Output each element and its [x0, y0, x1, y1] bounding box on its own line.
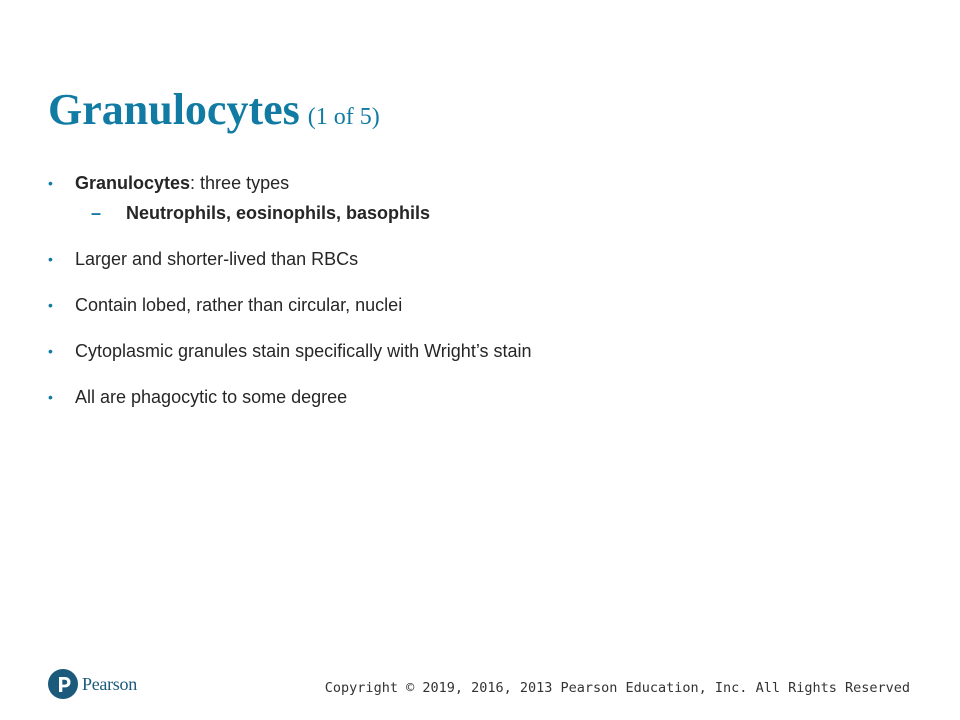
pearson-logo-icon: [48, 669, 78, 699]
bullet-text: : three types: [190, 173, 290, 193]
pearson-logo: [48, 668, 137, 700]
sub-bullet-marker: –: [91, 203, 102, 223]
title-text: Granulocytes: [48, 85, 300, 134]
bullet-marker: •: [48, 389, 53, 405]
bullet-marker: •: [48, 297, 53, 313]
slide-title: [48, 84, 380, 135]
bullet-text: Contain lobed, rather than circular, nuclei: [75, 295, 403, 315]
bullet-item: [48, 336, 908, 366]
bullet-item: [48, 244, 908, 274]
bullet-item: [48, 168, 908, 198]
bullet-text: Larger and shorter-lived than RBCs: [75, 249, 359, 269]
sub-bullet-item: [48, 198, 908, 228]
bullet-list: [48, 168, 908, 412]
title-part-indicator: (1 of 5): [307, 104, 380, 130]
bullet-text: Cytoplasmic granules stain specifically with Wright’s stain: [75, 341, 532, 361]
sub-bullet-text: Neutrophils, eosinophils, basophils: [126, 203, 431, 223]
bullet-marker: •: [48, 175, 53, 191]
bullet-marker: •: [48, 251, 53, 267]
bullet-item: [48, 382, 908, 412]
bullet-text: All are phagocytic to some degree: [75, 387, 348, 407]
bullet-bold-term: Granulocytes: [75, 173, 191, 193]
copyright-notice: Copyright © 2019, 2016, 2013 Pearson Education, Inc. All Rights Reserved: [324, 680, 910, 696]
pearson-logo-text: Pearson: [82, 673, 137, 694]
bullet-marker: •: [48, 343, 53, 359]
bullet-item: [48, 290, 908, 320]
